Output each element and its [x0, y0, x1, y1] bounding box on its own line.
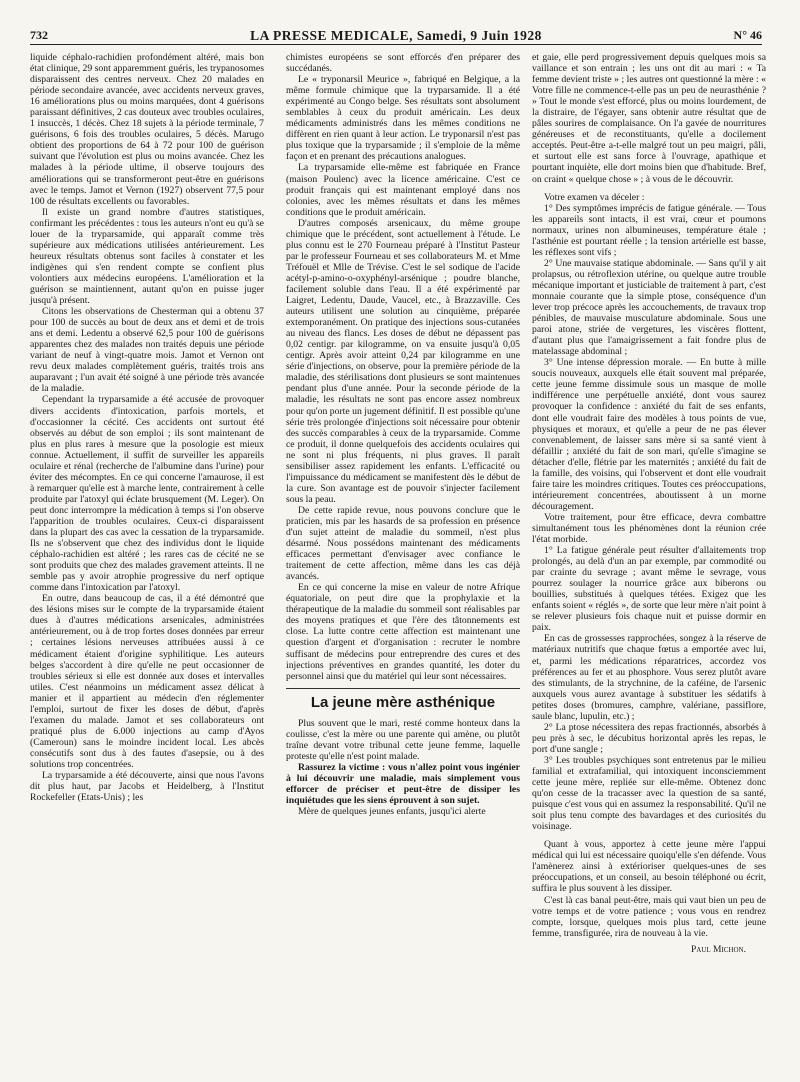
paragraph: D'autres composés arsenicaux, du même groupe chimique que le précédent, sont actuellement à l'étude. Le plus connu est le 270 Fourneau préparé à l'Institut Pasteur par le professeur Fourneau et ses collaborateurs M. et Mme Tréfouël et Mlle de Trévise. C'est le sel sodique de l'acide acétyl-p-amino-o-oxyphényl-arsénique ; poudre blanche, facilement soluble dans l'eau. Il a été expérimenté par Laigret, Ledentu, Daude, Vaucel, etc., à Brazzaville. Ces auteurs utilisent une solution au cinquième, préparée extemporanément. On pratique des injections sous-cutanées au niveau des flancs. Les doses de début ne dépassent pas 0,02 centigr. par kilogramme, on va ensuite jusqu'à 0,05 centigr. Après avoir atteint 0,24 par kilogramme en une série d'injections, on observe, pour la première période de la maladie, des stérilisations dont plusieurs se sont maintenues pendant plus d'une année. Pour la seconde période de la maladie, les résultats ne sont pas encore assez nombreux pour qu'on porte un jugement définitif. Il est possible qu'une série très prolongée d'injections soit nécessaire pour obtenir des succès comparables à ceux de la tryparsamide. Comme ce produit, il donne quelquefois des accidents oculaires qui ne sont ni plus fréquents, ni plus graves. Il paraît sensibiliser assez rapidement les enfants. L'efficacité ou l'impuissance du médicament se manifestent dès le début de la cure. Son avantage est de pouvoir s'injecter facilement sous la peau. [286, 217, 520, 505]
paragraph: 2° La ptose nécessitera des repas fractionnés, absorbés à peu près à sec, le décubitus horizontal après les repas, le port d'une sangle ; [532, 721, 766, 755]
column-middle [286, 52, 520, 817]
column-left [30, 52, 264, 803]
paragraph: De cette rapide revue, nous pouvons conclure que le praticien, mis par les hasards de sa profession en présence d'un sujet atteint de maladie du sommeil, n'est plus désarmé. Nous possédons maintenant des médicaments efficaces permettant d'envisager avec confiance le traitement de cette affection, même dans les cas déjà avancés. [286, 504, 520, 583]
journal-title: LA PRESSE MEDICALE, Samedi, 9 Juin 1928 [250, 28, 542, 43]
paragraph: 2° Une mauvaise statique abdominale. — Sans qu'il y ait prolapsus, ou rétroflexion utérine, ou quelque autre trouble mécanique important et justiciable de traitement à part, c'est monnaie courante que la simple ptose, conséquence d'un lever trop précoce après les accouchements, de travaux trop pénibles, de mauvaise musculature abdominale. Sous une paroi atone, striée de vergetures, les viscères flottent, d'autant plus que l'amaigrissement a fait fondre plus de matelassage abdominal ; [532, 257, 766, 358]
paragraph: En cas de grossesses rapprochées, songez à la réserve de matériaux nutritifs que chaque fœtus a emportée avec lui, et, parmi les médications réparatrices, accordez vos préférences au fer et au phosphore. Vous serez plutôt avare des stimulants, de la strychnine, de la caféine, de l'arsenic auxquels vous aurez avantage à substituer les sédatifs à petites doses (bromures, camphre, valériane, passiflore, saule blanc, lupulin, etc.) ; [532, 633, 766, 722]
paragraph: Citons les observations de Chesterman qui a obtenu 37 pour 100 de succès au bout de deux ans et demi et de trois ans et demi. Ledentu a observé 62,5 pour 100 de guérisons apparentes chez des malades non traités depuis une période variant de neuf à vingt-quatre mois. Jamot et Vernon ont revu deux malades complètement guéris, traités trois ans auparavant ; l'un avait été soigné à une période très avancée de la maladie. [30, 306, 264, 395]
paragraph: Quant à vous, apportez à cette jeune mère l'appui médical qui lui est nécessaire quoiqu'elle s'en défende. Vous l'amènerez ainsi à extérioriser quelques-unes de ses préoccupations, et un conseil, au besoin téléphoné ou écrit, suffira le plus souvent à les dissiper. [532, 839, 766, 895]
paragraph: Cependant la tryparsamide a été accusée de provoquer divers accidents d'intoxication, parfois mortels, et d'occasionner la cécité. Ces accidents ont surtout été observés au début de son emploi ; ils sont maintenant de plus en plus rares à mesure que la posologie est mieux connue. Actuellement, il suffit de surveiller les appareils oculaire et rénal (recherche de l'albumine dans l'urine) pour éviter des mécomptes. En ce qui concerne l'amaurose, il est à remarquer qu'elle est à marche lente, contrairement à celle produite par l'atoxyl qui éclate brusquement (M. Leger). On peut donc interrompre la médication à temps si l'on observe l'apparition de troubles oculaires. Ceux-ci disparaissent dans la plupart des cas avec la cessation de la tryparsamide. Ils ne s'observent que chez des individus dont le liquide céphalo-rachidien est altéré ; les rares cas de cécité ne se sont produits que chez des malades gravement atteints. Il ne semble pas y avoir atrophie progressive du nerf optique comme dans l'intoxication par l'atoxyl. [30, 394, 264, 594]
page-number: 732 [30, 28, 48, 42]
paragraph: En ce qui concerne la mise en valeur de notre Afrique équatoriale, on peut dire que la prophylaxie et la thérapeutique de la maladie du sommeil sont réalisables par des moyens pratiques et que l'ère des tâtonnements est close. La lutte contre cette affection est maintenant une question d'argent et d'organisation : recruter le nombre suffisant de médecins pour entreprendre des cures et des injections préventives en grandes quantité, les doter du personnel ainsi que du matériel qui leur sont nécessaires. [286, 582, 520, 682]
paragraph: Votre examen va déceler : [544, 191, 645, 203]
paragraph: Il existe un grand nombre d'autres statistiques, confirmant les précédentes : tous les auteurs n'ont eu qu'à se louer de la tryparsamide, qui apparaît comme très supérieure aux médications utilisées antérieurement. Les heureux résultats obtenus sont faciles à constater et les indigènes qui s'en rendent compte se confient plus volontiers aux médecins européens. L'amélioration et la guérison se maintiennent, autant qu'on en puisse juger jusqu'à présent. [30, 206, 264, 307]
paragraph: Le « tryponarsil Meurice », fabriqué en Belgique, a la même formule chimique que la tryparsamide. Il a été expérimenté au Congo belge. Ses résultats sont absolument semblables à ceux du produit américain. Les deux médicaments administrés dans les mêmes conditions ne diffèrent en rien quant à leur action. Le tryponarsil n'est pas plus toxique que la tryparsamide ; il s'emploie de la même façon et en prenant des précautions analogues. [286, 74, 520, 163]
paragraph: liquide céphalo-rachidien profondément altéré, mais bon état clinique, 29 sont apparemment guéris, les trypanosomes disparaissent des centres nerveux. Chez 20 malades en période secondaire avancée, avec accidents nerveux graves, 16 améliorations plus ou moins marquées, dont 4 guérisons paraissant définitives, 2 cas douteux avec troubles oculaires, 1 insuccès, 1 décès. Chez 18 sujets à la période terminale, 7 guérisons, 6 fois des troubles oculaires, 5 décès. Marugo obtient des proportions de 64 à 72 pour 100 de guérison suivant que l'évolution est plus ou moins avancée. Chez les malades à la période ultime, il observe toujours des améliorations qui se transformeront peut-être en guérisons avec le temps. Jamot et Vernon (1927) observent 77,5 pour 100 de résultats excellents ou favorables. [30, 52, 264, 207]
paragraph: chimistes européens se sont efforcés d'en préparer des succédanés. [286, 52, 520, 75]
paragraph: 1° La fatigue générale peut résulter d'allaitements trop prolongés, au delà d'un an par exemple, par commodité ou par crainte du sevrage ; avant même le sevrage, vous pourrez soulager la nourrice grâce aux biberons ou bouillies, substitués à quelques tétées. Exigez que les enfants soient « réglés », de sorte que leur mère n'ait point à se relever plusieurs fois chaque nuit et puisse dormir en paix. [532, 545, 766, 634]
section-title: La jeune mère asthénique [310, 693, 496, 711]
paragraph: et gaie, elle perd progressivement depuis quelques mois sa vaillance et son entrain ; les uns ont dit au mari : « Ta femme devient triste » ; les autres ont questionné la mère : « Votre fille ne commence-t-elle pas un peu de neurasthénie ? » Tout le monde s'est efforcé, plus ou moins lourdement, de la distraire, de l'égayer, sans obtenir autre résultat que de pâles sourires de complaisance. On l'a gavée de nourritures généreuses et de reconstituants, qu'elle a docilement acceptés. Peut-être a-t-elle malgré tout un peu maigri, pâli, et surtout elle est sans force à l'ouvrage, apathique et pourtant inquiète, elle dort moins bien que d'habitude. Bref, on craint « quelque chose » ; à vous de le découvrir. [532, 52, 766, 185]
section-divider [286, 688, 520, 689]
paragraph: 3° Les troubles psychiques sont entretenus par le milieu familial et extrafamilial, qui intoxiquent inconsciemment cette jeune mère, repliée sur elle-même. Obtenez donc qu'on cesse de la tracasser avec la question de sa santé, puisque c'est vous qui en assumez la responsabilité. Qu'il ne soit plus tenu compte des bavardages et des curiosités du voisinage. [532, 754, 766, 833]
paragraph: En outre, dans beaucoup de cas, il a été démontré que des lésions mises sur le compte de la tryparsamide étaient dues à d'autres médications arsenicales, administrées antérieurement, ou à de trop fortes doses données par erreur ; certaines lésions nerveuses attribuées aussi à ce médicament étaient d'origine syphilitique. Les auteurs belges s'accordent à dire qu'elle ne peut occasionner de troubles sérieux si elle est donnée aux doses et intervalles utiles. C'est néanmoins un médicament assez délicat à manier et il appartient au médecin d'en réglementer l'emploi, surtout de fixer les doses de début, d'après l'examen du malade. Jamot et ses collaborateurs ont pratiqué plus de 6.000 injections au camp d'Ayos (Cameroun) sans le moindre incident local. Les abcès consécutifs sont dus à des fautes d'asepsie, ou à des solutions trop concentrées. [30, 593, 264, 770]
paragraph: C'est là cas banal peut-être, mais qui vaut bien un peu de votre temps et de votre patience ; vous vous en rendrez compte, lorsque, quelques mois plus tard, cette jeune femme, transfigurée, rira de nouveau à la vie. [532, 894, 766, 939]
paragraph: 1° Des symptômes imprécis de fatigue générale. — Tous les appareils sont intacts, il est vrai, cœur et poumons normaux, urines non albumineuses, température étale ; l'asthénie est pourtant réelle ; la tension artérielle est basse, les réflexes sont vifs ; [532, 202, 766, 258]
paragraph: 3° Une intense dépression morale. — En butte à mille soucis nouveaux, auxquels elle était souvent mal préparée, cette jeune femme dissimule sous un masque de molle indifférence une perpétuelle anxiété, dont vous saurez provoquer la confidence : anxiété du fait de ses enfants, dont elle voudrait faire des modèles à tous points de vue, physiques et moraux, et qu'elle a peur de ne pas élever convenablement, de laisser sans mère si sa santé vient à défaillir ; anxiété du fait de son mari, qu'elle s'imagine se détacher d'elle, flétrie par les maternités ; anxiété du fait de la famille, des voisins, qui l'observent et dont elle voudrait faire taire les moindres critiques. Toutes ces préoccupations, intérieurement concentrées, aboutissent à un morne découragement. [532, 357, 766, 512]
page-header [30, 4, 762, 45]
paragraph: Mère de quelques jeunes enfants, jusqu'ici alerte [298, 806, 486, 818]
paragraph: Plus souvent que le mari, resté comme honteux dans la coulisse, c'est la mère ou une parente qui amène, ou plutôt traîne devant votre tribunal cette jeune femme, laquelle proteste qu'elle n'est point malade. [286, 717, 520, 762]
paragraph: La tryparsamide a été découverte, ainsi que nous l'avons dit plus haut, par Jacobs et Heidelberg, à l'Institut Rockefeller (Etats-Unis) ; les [30, 770, 264, 804]
column-right [532, 52, 766, 956]
author-signature: Paul Michon. [690, 944, 746, 955]
paragraph: Votre traitement, pour être efficace, devra combattre simultanément tous les phénomènes dont la réunion crée l'état morbide. [532, 511, 766, 546]
paragraph: Rassurez la victime : vous n'allez point vous ingénier à lui découvrir une maladie, mais simplement vous efforcer de préciser et peut-être de dissiper les inquiétudes que les siens éprouvent à son sujet. [286, 761, 520, 807]
paragraph: La tryparsamide elle-même est fabriquée en France (maison Poulenc) avec la licence américaine. C'est ce produit français qui est maintenant employé dans nos colonies, avec les mêmes résultats et dans les mêmes conditions que le produit américain. [286, 162, 520, 218]
issue-number: N° 46 [733, 28, 762, 42]
